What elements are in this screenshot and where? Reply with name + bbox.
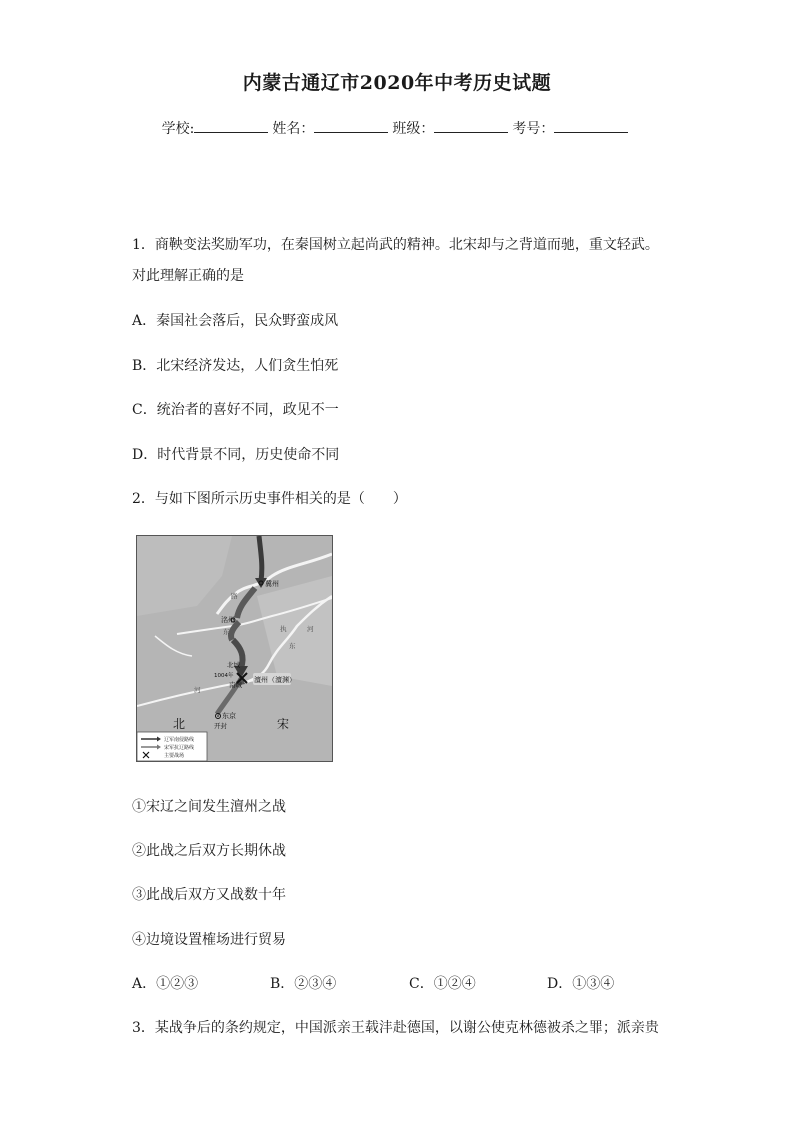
id-blank[interactable] bbox=[554, 120, 628, 133]
q2-item-2: ②此战之后双方长期休战 bbox=[132, 843, 286, 859]
q1-option-d: D．时代背景不同，历史使命不同 bbox=[132, 447, 340, 463]
map-legend-song: 宋军抗辽路线 bbox=[164, 745, 195, 751]
map-label-kaifeng: 开封 bbox=[214, 722, 227, 730]
map-label-nancheng: 南城 bbox=[229, 681, 242, 689]
map-label-beicheng: 北城 bbox=[227, 661, 240, 669]
map-label-dongjing: 东京 bbox=[222, 712, 236, 720]
map-river-label-4: 执 bbox=[280, 625, 287, 633]
map-region-song: 宋 bbox=[277, 717, 290, 731]
map-river-label-1: 路 bbox=[231, 592, 238, 600]
q1-option-b: B．北宋经济发达，人们贪生怕死 bbox=[132, 358, 339, 374]
name-label: 姓名： bbox=[272, 121, 315, 137]
q1-stem-line2: 对此理解正确的是 bbox=[132, 268, 244, 284]
q2-option-a: A．①②③ bbox=[132, 976, 199, 992]
q2-item-3: ③此战后双方又战数十年 bbox=[132, 887, 286, 903]
q2-item-4: ④边境设置榷场进行贸易 bbox=[132, 932, 286, 948]
map-river-label-2: 东 bbox=[223, 628, 230, 636]
map-legend-liao: 辽军南侵路线 bbox=[164, 737, 195, 743]
q2-option-c: C．①②④ bbox=[409, 976, 476, 992]
historical-map bbox=[136, 535, 333, 762]
class-blank[interactable] bbox=[434, 120, 508, 133]
q3-stem-line1: 3．某战争后的条约规定，中国派亲王载沣赴德国，以谢公使克林德被杀之罪；派亲贵 bbox=[132, 1020, 659, 1036]
q1-option-a: A．秦国社会落后，民众野蛮成风 bbox=[132, 313, 339, 329]
q1-option-c: C．统治者的喜好不同，政见不一 bbox=[132, 402, 339, 418]
q2-option-b: B．②③④ bbox=[270, 976, 337, 992]
q2-option-d: D．①③④ bbox=[547, 976, 615, 992]
student-info-line bbox=[0, 118, 794, 138]
q2-stem: 2．与如下图所示历史事件相关的是（ ） bbox=[132, 491, 407, 507]
map-river-label-6: 河 bbox=[307, 625, 314, 633]
map-label-chanzhou: 澶州（澶渊） bbox=[254, 676, 296, 684]
map-river-label-5: 东 bbox=[289, 642, 296, 650]
school-label: 学校: bbox=[161, 121, 195, 137]
map-region-bei: 北 bbox=[173, 717, 186, 731]
map-label-luozhou: 洺州 bbox=[221, 616, 235, 624]
map-label-year: 1004年 bbox=[214, 673, 234, 679]
q1-stem-line1: 1．商鞅变法奖励军功，在秦国树立起尚武的精神。北宋却与之背道而驰，重文轻武。 bbox=[132, 237, 659, 253]
map-legend-battle: 主要战场 bbox=[164, 753, 185, 759]
map-label-jizhou: 冀州 bbox=[265, 580, 279, 588]
map-river-label-3: 河 bbox=[194, 686, 201, 694]
name-blank[interactable] bbox=[314, 120, 388, 133]
school-blank[interactable] bbox=[194, 120, 268, 133]
page-title: 内蒙古通辽市2020年中考历史试题 bbox=[242, 72, 552, 94]
id-label: 考号： bbox=[512, 121, 555, 137]
class-label: 班级： bbox=[392, 121, 435, 137]
q2-item-1: ①宋辽之间发生澶州之战 bbox=[132, 799, 286, 815]
